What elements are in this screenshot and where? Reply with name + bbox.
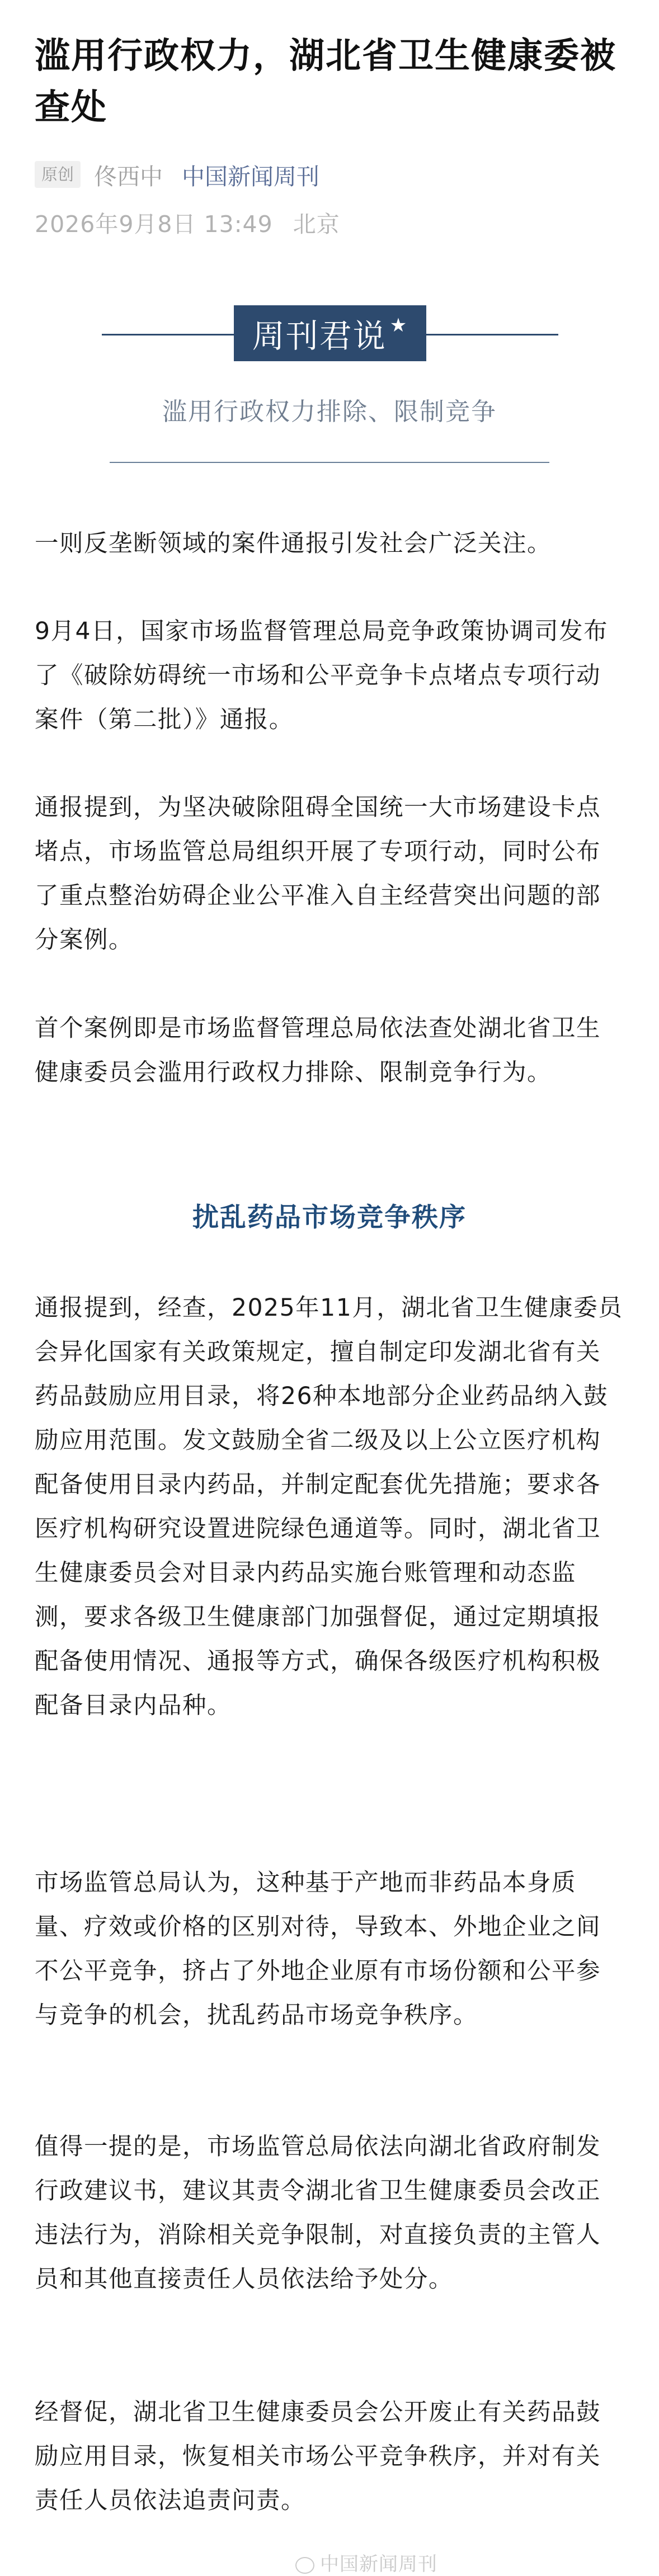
column-name-box [234, 305, 426, 361]
banner-divider-right [426, 334, 558, 335]
paragraph-6: 市场监管总局认为，这种基于产地而非药品本身质量、疗效或价格的区别对待，导致本、外地企业之间不公平竞争，挤占了外地企业原有市场份额和公平参与竞争的机会，扰乱药品市场竞争秩序。 [35, 1869, 601, 2029]
publish-info [35, 206, 340, 239]
watermark-text: 中国新闻周刊 [320, 2553, 437, 2575]
paragraph-2: 9月4日，国家市场监督管理总局竞争政策协调司发布了《破除妨碍统一市场和公平竞争卡点堵点专项行动案件（第二批）》通报。 [35, 618, 609, 734]
source-account-link[interactable]: 中国新闻周刊 [182, 163, 320, 190]
publish-date: 2026年9月8日 13:49 [35, 211, 273, 238]
paragraph-4: 首个案例即是市场监督管理总局依法查处湖北省卫生健康委员会滥用行政权力排除、限制竞争行为。 [35, 1015, 601, 1086]
article-meta [35, 159, 319, 190]
paragraph-1: 一则反垄断领域的案件通报引发社会广泛关注。 [35, 530, 552, 557]
subtitle-divider [110, 462, 549, 463]
paragraph-8: 经督促，湖北省卫生健康委员会公开废止有关药品鼓励应用目录，恢复相关市场公平竞争秩序，并对有关责任人员依法追责问责。 [35, 2399, 601, 2514]
original-badge: 原创 [35, 161, 81, 188]
column-name: 周刊君说 [252, 317, 387, 355]
banner-subtitle: 滥用行政权力排除、限制竞争 [162, 398, 497, 426]
paragraph-5: 通报提到，经查，2025年11月，湖北省卫生健康委员会异化国家有关政策规定，擅自制定印发湖北省有关药品鼓励应用目录，将26种本地部分企业药品纳入鼓励应用范围。发文鼓励全省二级及以上公立医疗机构配备使用目录内药品，并制定配套优先措施；要求各医疗机构研究设置进院绿色通道等。同时，湖北省卫生健康委员会对目录内药品实施台账管理和动态监测，要求各级卫生健康部门加强督促，通过定期填报配备使用情况、通报等方式，确保各级医疗机构积极配备目录内品种。 [35, 1294, 623, 1719]
paragraph-7: 值得一提的是，市场监管总局依法向湖北省政府制发行政建议书，建议其责令湖北省卫生健康委员会改正违法行为，消除相关竞争限制，对直接负责的主管人员和其他直接责任人员依法给予处分。 [35, 2133, 601, 2293]
banner-divider-left [102, 334, 234, 335]
article-title: 滥用行政权力，湖北省卫生健康委被查处 [35, 35, 616, 127]
column-banner [0, 302, 659, 358]
paragraph-3: 通报提到，为坚决破除阻碍全国统一大市场建设卡点堵点，市场监管总局组织开展了专项行动，同时公布了重点整治妨碍企业公平准入自主经营突出问题的部分案例。 [35, 794, 601, 954]
section-heading: 扰乱药品市场竞争秩序 [192, 1202, 467, 1233]
watermark [295, 2549, 437, 2576]
author-name[interactable]: 佟西中 [94, 163, 163, 190]
publish-location: 北京 [293, 211, 340, 238]
weibo-logo-icon [295, 2557, 314, 2574]
star-icon: ★ [389, 314, 408, 337]
